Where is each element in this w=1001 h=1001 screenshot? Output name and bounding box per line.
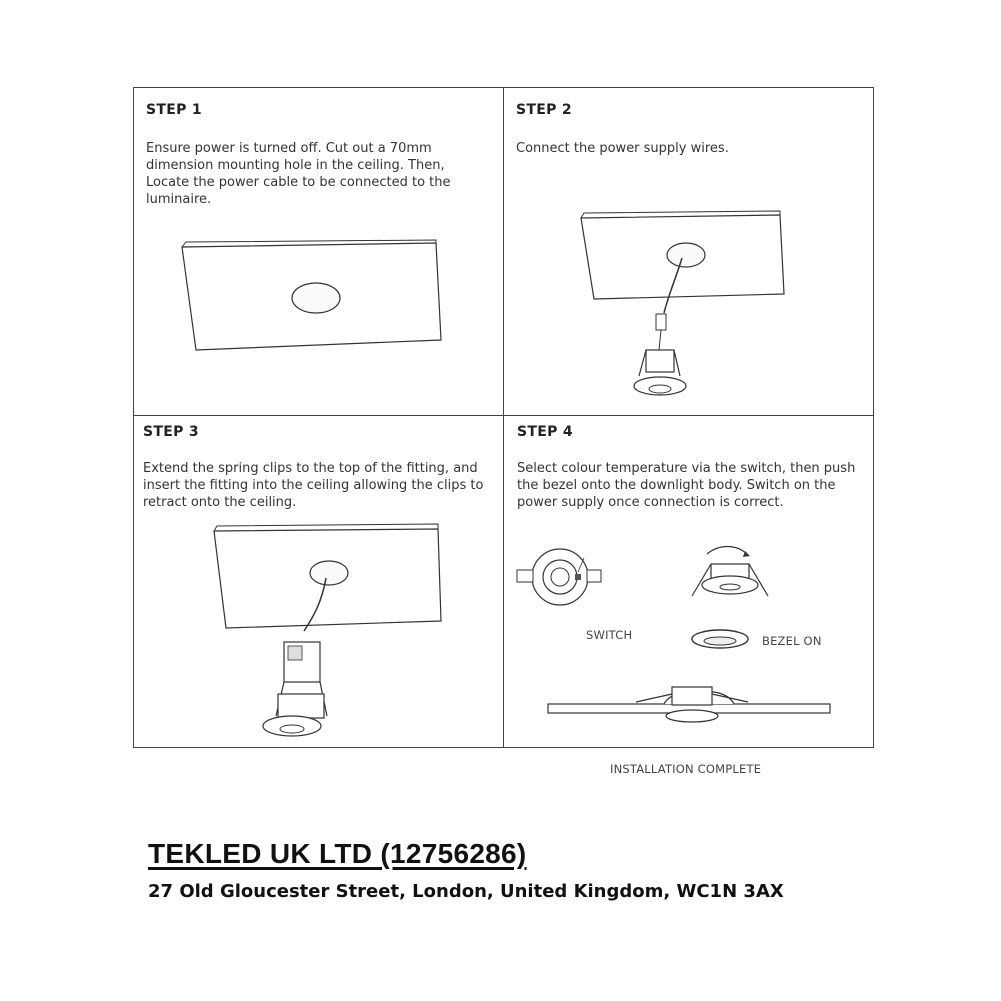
step-4-panel: [504, 416, 874, 776]
step-2-panel: [504, 88, 874, 415]
step-3-title: STEP 3: [143, 424, 199, 440]
step-3-panel: [134, 416, 503, 748]
company-name: TEKLED UK LTD (12756286): [148, 838, 527, 869]
bezel-on-label: BEZEL ON: [762, 634, 822, 648]
instruction-grid: [133, 87, 874, 776]
fitting-insertion-illustration: [134, 416, 503, 748]
switch-label: SWITCH: [586, 628, 633, 642]
step-1-text: Ensure power is turned off. Cut out a 70mm dimension mounting hole in the ceiling. Then, Locate the power cable to be connected to the luminaire.: [146, 141, 451, 207]
wire-connection-illustration: [504, 88, 874, 415]
step-2-text: Connect the power supply wires.: [516, 141, 729, 156]
step-4-text: Select colour temperature via the switch, then push the bezel onto the downlight body. Switch on the power supply once connection is correct.: [517, 461, 856, 510]
step-1-title: STEP 1: [146, 102, 202, 118]
step-3-text: Extend the spring clips to the top of the fitting, and insert the fitting into the ceiling allowing the clips to retract onto the ceiling.: [143, 461, 484, 510]
installation-complete-label: INSTALLATION COMPLETE: [610, 762, 762, 776]
step-4-title: STEP 4: [517, 424, 573, 440]
company-address: 27 Old Gloucester Street, London, United Kingdom, WC1N 3AX: [148, 881, 784, 902]
step-2-title: STEP 2: [516, 102, 572, 118]
ceiling-hole-illustration: [134, 88, 503, 415]
bezel-fitting-illustration: [504, 416, 874, 748]
step-1-panel: [134, 88, 503, 415]
